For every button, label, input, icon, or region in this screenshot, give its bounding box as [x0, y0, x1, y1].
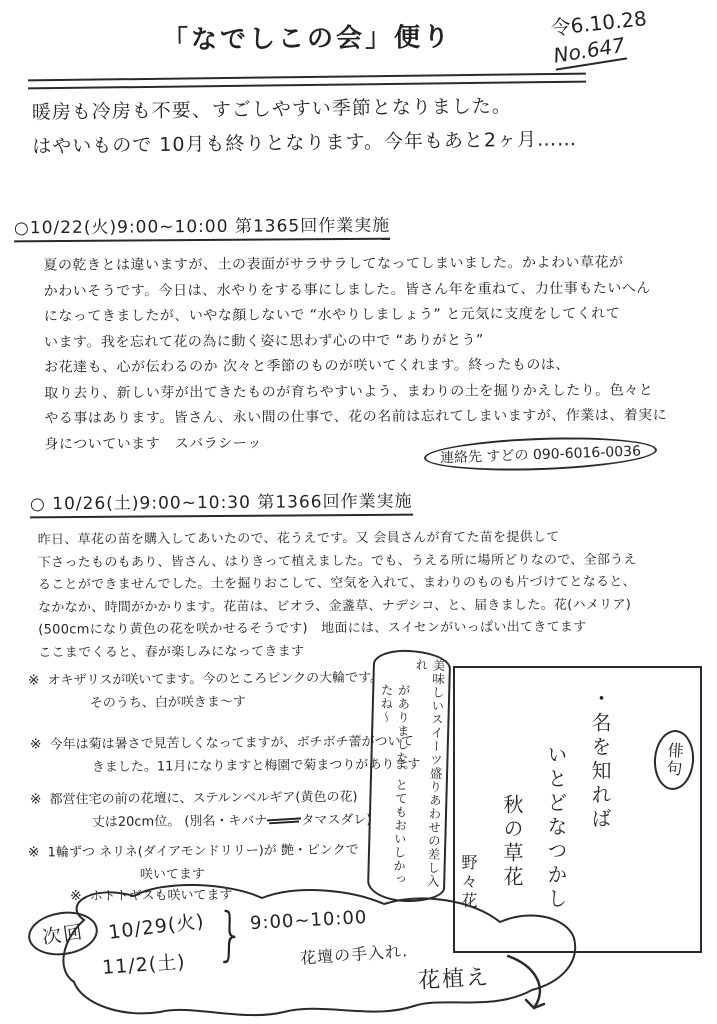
newsletter-title: 「なでしこの会」便り [161, 22, 453, 56]
brace-glyph: } [215, 899, 246, 969]
body-line: ることができませんでした。土を掘りおこして、空気を入れて、まわりのものも片づけてとなると、 [37, 574, 636, 593]
body-line: (500cmになり黄色の花を咲かせるそうです) 地面には、スイセンがいっぱい出てきてます [38, 619, 587, 638]
next-task: 花植え [417, 965, 491, 994]
note-marker: ※ [29, 791, 42, 808]
note-line: そのうち、白が咲きま〜す [89, 694, 246, 712]
side-note-column: がありました。とてもおいしかったね〜 [378, 683, 412, 887]
body-line: なかなか、時間がかかります。花苗は、ビオラ、金盞草、ナデシコ、と、届きました。花(ハメリア) [38, 596, 632, 616]
section2-heading: ○ 10/26(土)9:00~10:30 第1366回作業実施 [30, 487, 413, 519]
section1-body [43, 250, 667, 457]
next-session-badge: 次回 [25, 907, 100, 959]
note-line: 丈は20cm位。 (別名・キバナ [91, 813, 268, 831]
side-note-column: 美味しいスイーツ盛りあわせの差し入れ [413, 658, 447, 889]
note-marker: ※ [69, 888, 82, 905]
body-line: います。我を忘れて花の為に動く姿に思わず心の中で “ありがとう” [43, 331, 484, 351]
body-line: お花達も、心が伝わるのか 次々と季節のものが咲いてくれます。終ったものは、 [44, 356, 570, 376]
body-line: 下さったものもあり、皆さん、はりきって植えました。でも、うえる所に場所どりなので、全部うえ [37, 551, 637, 571]
note-line: 今年は菊は暑さで見苦しくなってますが、ボチボチ蕾がついて [49, 734, 414, 753]
body-line: やる事はあります。皆さん、永い間の仕事で、花の名前は忘れてしまいますが、作業は、着実に [44, 407, 668, 427]
issue-date-block [549, 5, 650, 69]
body-line: ここまでくると、春が楽しみになってきます [38, 643, 305, 661]
note-marker: ※ [27, 844, 40, 861]
note-item [29, 730, 421, 779]
next-task: 花壇の手入れ. [299, 941, 409, 968]
section1-heading: ○10/22(火)9:00~10:00 第1365回作業実施 [14, 211, 390, 243]
haiku-signature: 野々花 [459, 854, 478, 911]
haiku-label-badge: 俳句 [652, 729, 696, 792]
note-line: 1輪ずつ ネリネ(ダイアモンドリリー)が 艶・ピンクで [47, 842, 359, 861]
note-marker: ※ [29, 736, 42, 753]
intro-paragraph [32, 88, 578, 164]
note-item [28, 666, 388, 715]
body-line: 夏の乾きとは違いますが、土の表面がサラサラしてなってしまいました。かよわい草花が [43, 254, 624, 274]
note-line: きました。11月になりますと梅園で菊まつりがあります [91, 757, 421, 776]
body-line: になってきましたが、いやな顔しないで “水やりしましょう” と元気に支度をしてくれて [43, 305, 621, 325]
note-line: 咲いてます [139, 867, 205, 883]
section2-body [38, 526, 638, 664]
strikethrough-scribble [267, 815, 302, 827]
body-line: 身についています スバラシーッ [44, 434, 262, 453]
body-line: かわいそうです。今日は、水やりをする事にしました。皆さん年を重ねて、力仕事もたいへん [43, 279, 651, 300]
body-line: 取り去り、新しい芽が出てきたものが育ちやすいよう、まわりの土を掘りかえしたり。色々と [44, 381, 654, 402]
note-marker: ※ [27, 672, 40, 689]
body-line: 昨日、草花の苗を購入してあいたので、花うえです。又 会員さんが育てた苗を提供して [37, 529, 560, 548]
haiku-line: いとどなつかし [544, 744, 568, 912]
note-line: 都営住宅の前の花壇に、ステルンベルギア(黄色の花) [49, 789, 358, 808]
haiku-line: ・名を知れば [588, 688, 612, 832]
note-line: ホトトギスも咲いてます [89, 887, 233, 905]
note-item [30, 785, 400, 834]
note-line: タマスダレ) [301, 812, 372, 829]
intro-line: 暖房も冷房も不要、すごしやすい季節となりました。 [31, 95, 512, 124]
contact-phone-badge: 連絡先 すどの 090-6016-0036 [424, 434, 658, 474]
issue-date: 令6.10.28 [549, 6, 648, 41]
next-date: 11/2(土) [101, 951, 187, 979]
issue-number: No.647 [552, 32, 627, 71]
next-date: 10/29(火) [107, 910, 206, 944]
haiku-line: 秋の草花 [500, 794, 524, 890]
intro-line: はやいもので 10月も終りとなります。今年もあと2ヶ月…… [32, 128, 578, 158]
next-time: 9:00~10:00 [249, 906, 368, 935]
arrow-stroke [500, 948, 556, 1014]
note-line: オキザリスが咲いてます。今のところピンクの大輪です。 [47, 670, 384, 689]
title-underline [28, 73, 586, 90]
